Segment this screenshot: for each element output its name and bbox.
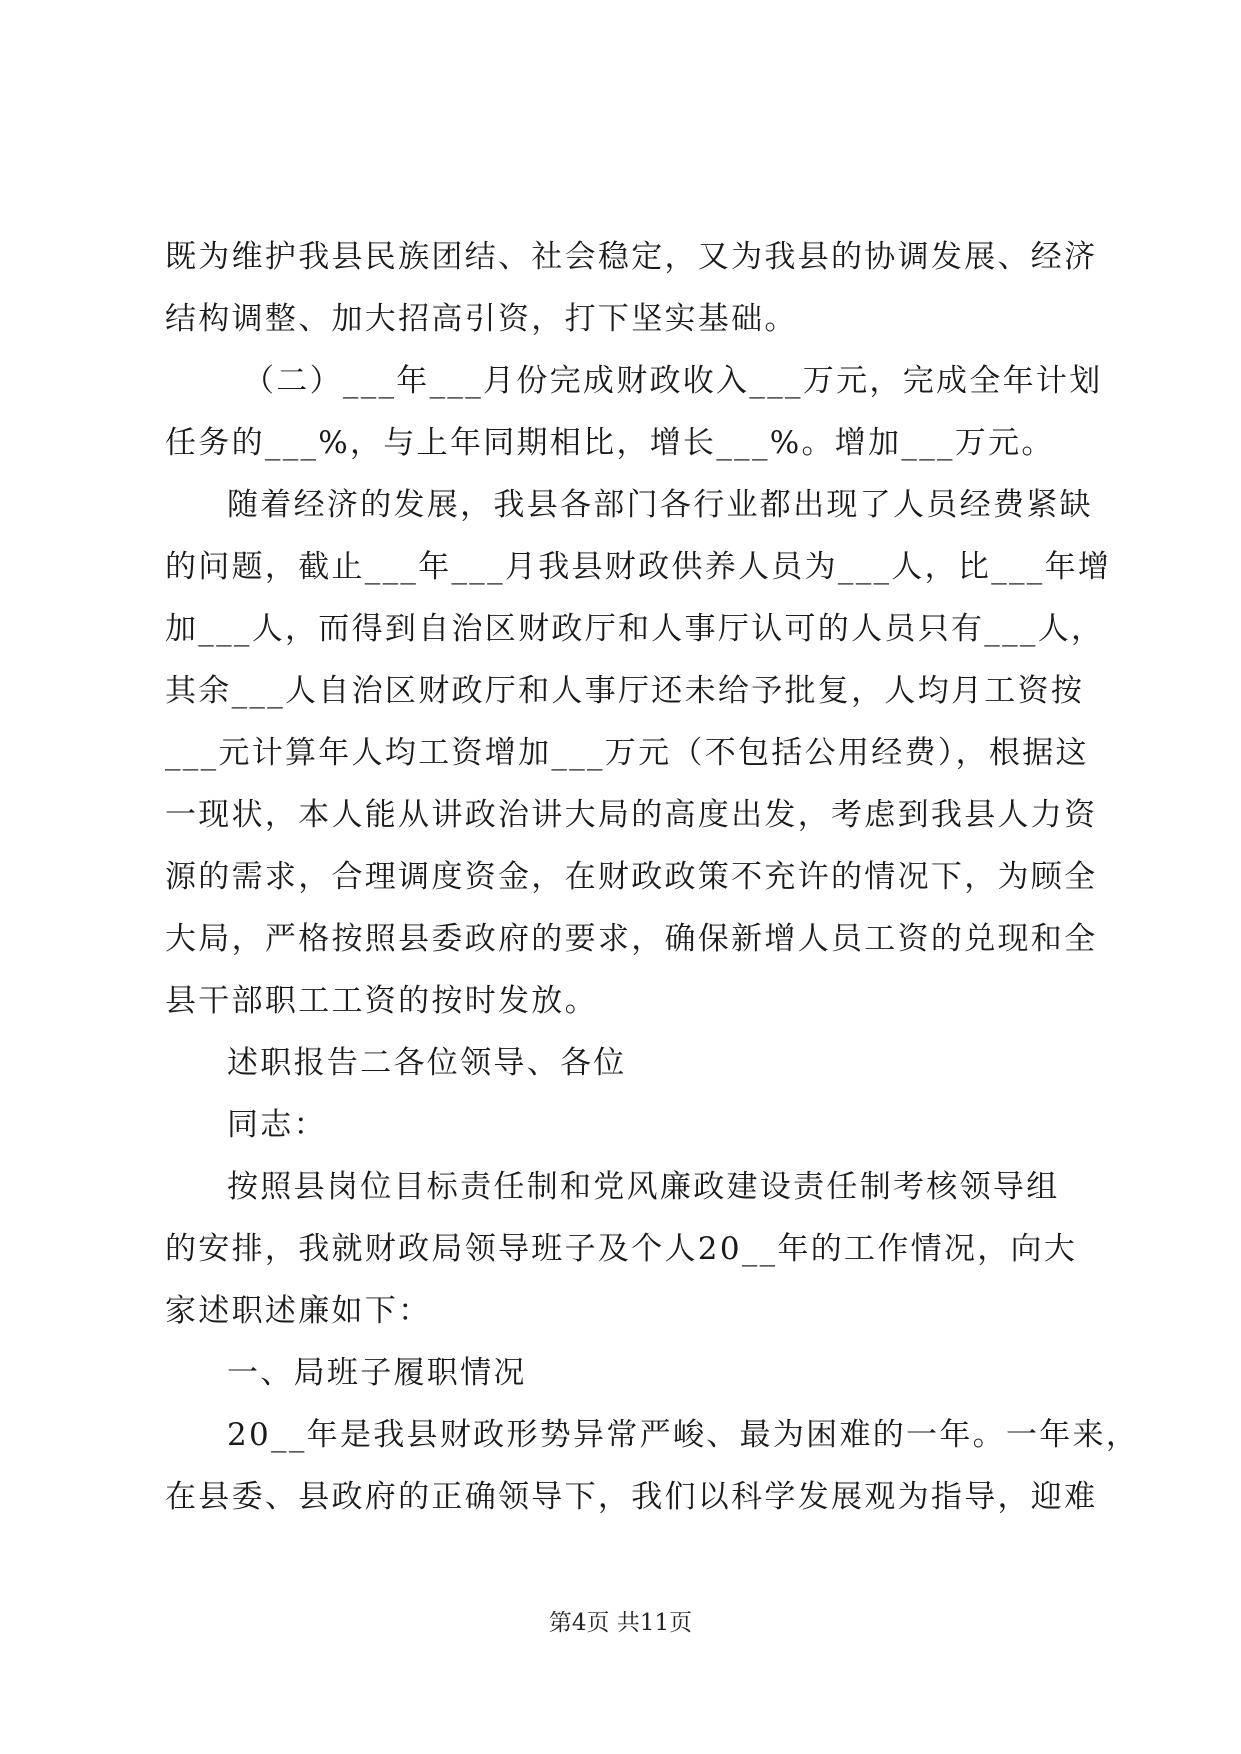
section-heading: 一、局班子履职情况 [227, 1355, 527, 1391]
paragraph-line: 任务的___%，与上年同期相比，增长___%。增加___万元。 [165, 425, 1055, 461]
paragraph-line: 随着经济的发展，我县各部门各行业都出现了人员经费紧缺 [227, 487, 1093, 523]
paragraph-line: 家述职述廉如下： [165, 1293, 432, 1329]
page-footer [0, 1604, 1241, 1637]
paragraph-line: 述职报告二各位领导、各位 [227, 1045, 627, 1081]
paragraph-line: 一现状，本人能从讲政治讲大局的高度出发，考虑到我县人力资 [165, 797, 1098, 833]
paragraph-line: 在县委、县政府的正确领导下，我们以科学发展观为指导，迎难 [165, 1479, 1098, 1515]
paragraph-line: 的问题，截止___年___月我县财政供养人员为___人，比___年增 [165, 549, 1112, 585]
paragraph-line: 结构调整、加大招高引资，打下坚实基础。 [165, 301, 798, 337]
paragraph-line: 源的需求，合理调度资金，在财政政策不充许的情况下，为顾全 [165, 859, 1098, 895]
paragraph-line: （二）___年___月份完成财政收入___万元，完成全年计划 [243, 363, 1103, 399]
paragraph-line: 20__年是我县财政形势异常严峻、最为困难的一年。一年来， [227, 1417, 1140, 1453]
paragraph-line: 同志： [227, 1107, 327, 1143]
page-number: 第4页 共11页 [548, 1610, 693, 1636]
paragraph-line: 的安排，我就财政局领导班子及个人20__年的工作情况，向大 [165, 1231, 1078, 1267]
paragraph-line: 其余___人自治区财政厅和人事厅还未给予批复，人均月工资按 [165, 673, 1085, 709]
document-body [165, 226, 1140, 1528]
paragraph-line: 加___人，而得到自治区财政厅和人事厅认可的人员只有___人， [165, 611, 1105, 647]
paragraph-line: 县干部职工工资的按时发放。 [165, 983, 598, 1019]
paragraph-line: 大局，严格按照县委政府的要求，确保新增人员工资的兑现和全 [165, 921, 1098, 957]
paragraph-line: ___元计算年人均工资增加___万元（不包括公用经费），根据这 [165, 735, 1089, 771]
paragraph-line: 按照县岗位目标责任制和党风廉政建设责任制考核领导组 [227, 1169, 1060, 1205]
paragraph-line: 既为维护我县民族团结、社会稳定，又为我县的协调发展、经济 [165, 239, 1098, 275]
